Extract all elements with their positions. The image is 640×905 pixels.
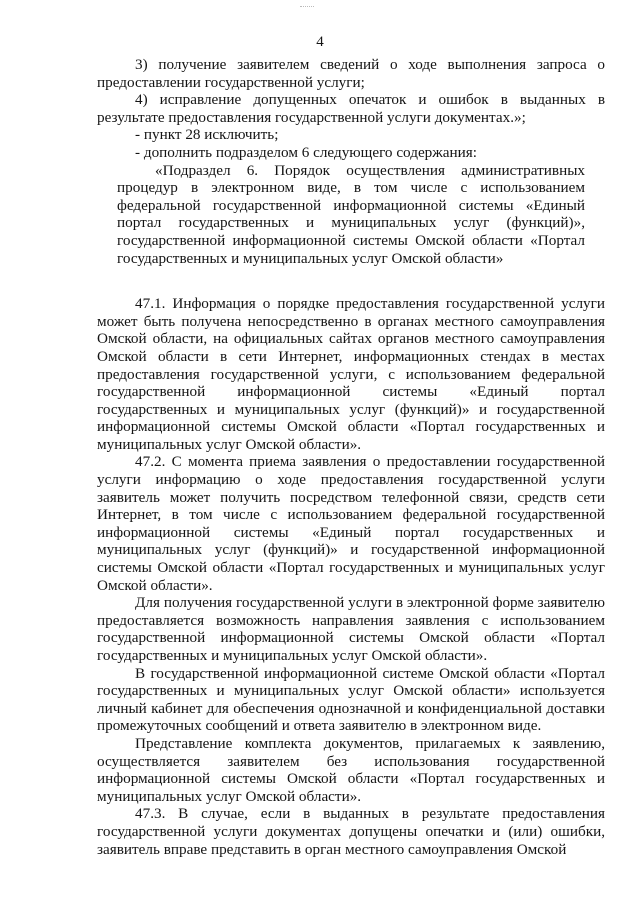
subsection-heading: «Подраздел 6. Порядок осуществления административных процедур в электронном виде, в том числе с использованием федеральной государственной информационной системы «Единый портал государственных и муниципальных услуг (функций)», государственной информационной системы Омской области «Портал государственных и муниципальных услуг Омской области»: [117, 161, 585, 267]
scan-artifact: [300, 6, 314, 9]
paragraph: 47.1. Информация о порядке предоставления государственной услуги может быть получена непосредственно в органах местного самоуправления Омской области, на официальных сайтах органов местного самоуправления Омской области в сети Интернет, информационных стендах в местах предоставления государственной услуги, с использованием федеральной государственной информационной системы «Единый портал государственных и муниципальных услуг (функций)» и государственной информационной системы Омской области «Портал государственных и муниципальных услуг Омской области».: [97, 295, 605, 453]
section-spacer: [97, 267, 605, 295]
list-item: 3) получение заявителем сведений о ходе выполнения запроса о предоставлении государственной услуги;: [97, 56, 605, 91]
list-item: 4) исправление допущенных опечаток и ошибок в выданных в результате предоставления государственной услуги документах.»;: [97, 91, 605, 126]
list-item: - пункт 28 исключить;: [135, 126, 279, 144]
paragraph: Для получения государственной услуги в электронной форме заявителю предоставляется возможность направления заявления с использованием государственной информационной системы Омской области «Портал государственных и муниципальных услуг Омской области».: [97, 594, 605, 664]
document-body: [97, 56, 605, 858]
paragraph: Представление комплекта документов, прилагаемых к заявлению, осуществляется заявителем без использования государственной информационной системы Омской области «Портал государственных и муниципальных услуг Омской области».: [97, 734, 605, 805]
list-item: - дополнить подразделом 6 следующего содержания:: [135, 143, 477, 161]
paragraph: 47.3. В случае, если в выданных в результате предоставления государственной услуги документах допущены опечатки и (или) ошибки, заявитель вправе представить в орган местного самоуправления Омской: [97, 805, 605, 858]
paragraph: В государственной информационной системе Омской области «Портал государственных и муниципальных услуг Омской области» используется личный кабинет для обеспечения однозначной и конфиденциальной доставки промежуточных сообщений и ответа заявителю в электронном виде.: [97, 664, 605, 735]
paragraph: 47.2. С момента приема заявления о предоставлении государственной услуги информацию о ходе предоставления государственной услуги заявитель может получить посредством телефонной связи, средств сети Интернет, в том числе с использованием федеральной государственной информационной системы «Единый портал государственных и муниципальных услуг (функций)» и государственной информационной системы Омской области «Портал государственных и муниципальных услуг Омской области».: [97, 453, 605, 594]
page-number: 4: [316, 34, 324, 50]
